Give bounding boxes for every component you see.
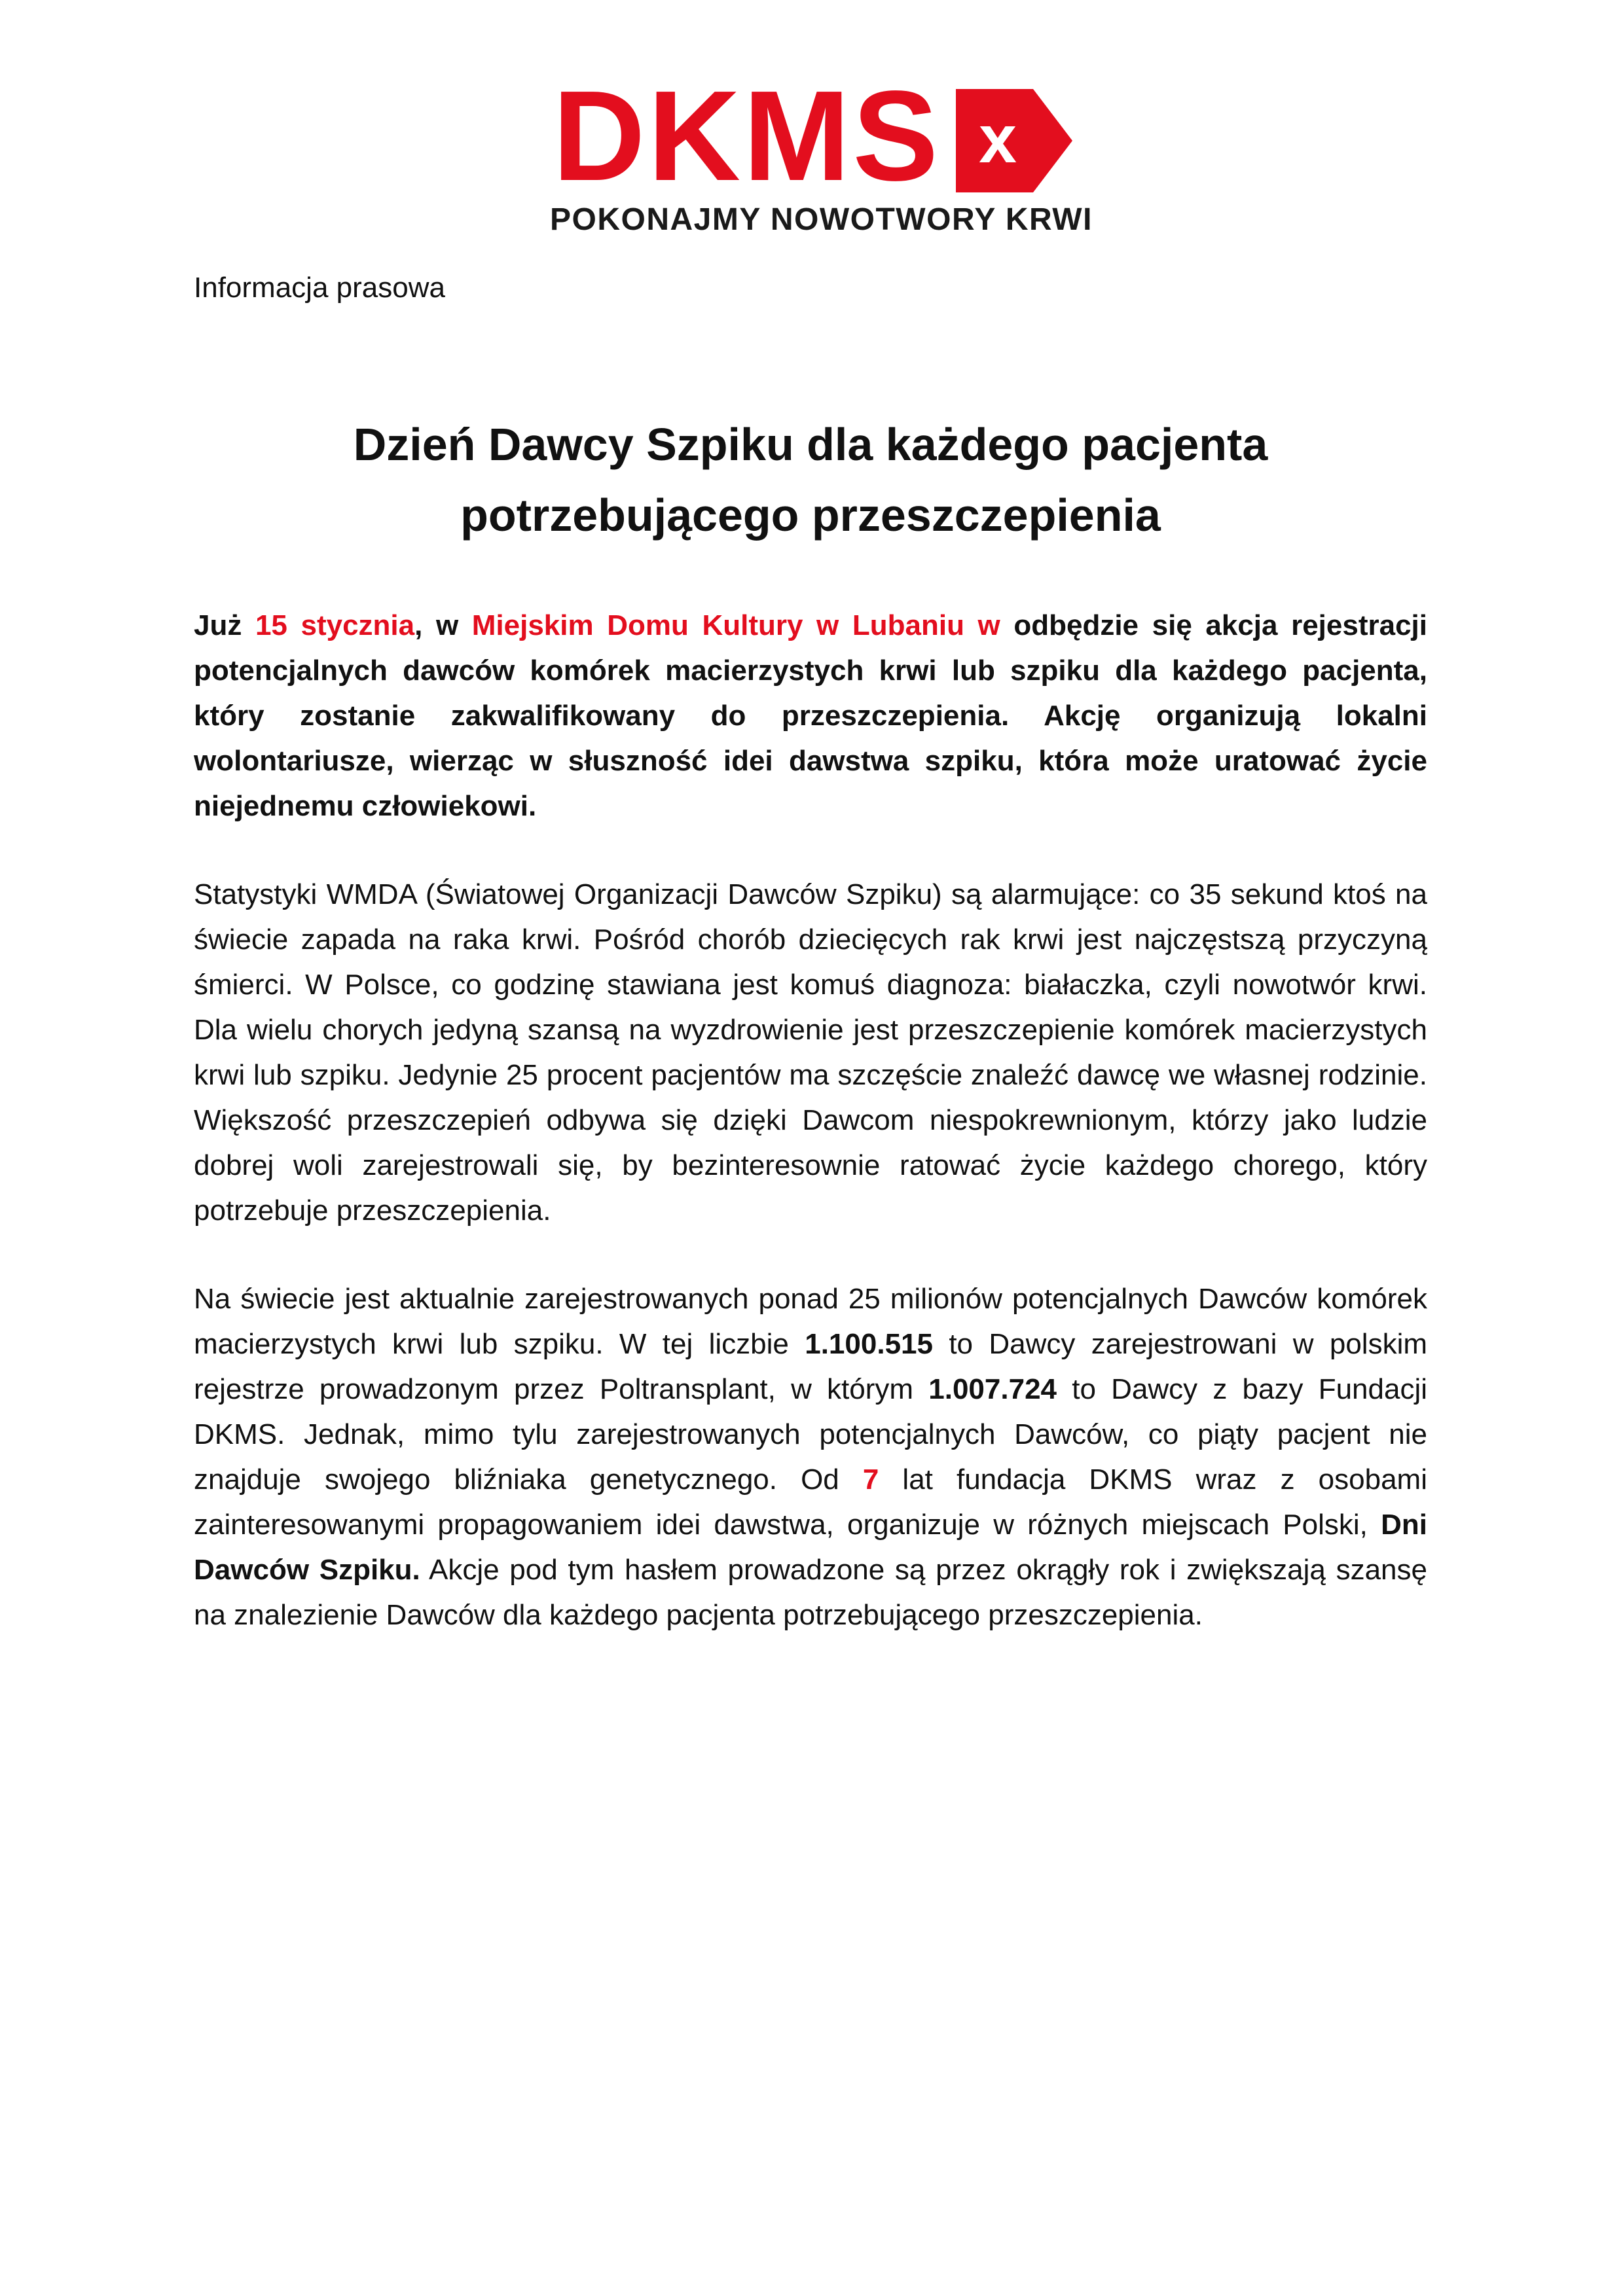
press-release [194,262,1427,1638]
title-line-1: Dzień Dawcy Szpiku dla każdego pacjenta [353,419,1268,470]
lead-paragraph [194,603,1427,829]
lead-text-2: , w [414,609,472,641]
title-line-2: potrzebującego przeszczepienia [460,490,1161,541]
logo-tagline: POKONAJMY NOWOTWORY KRWI [550,202,1093,237]
event-place: Miejskim Domu Kultury w Lubaniu w [471,609,1000,641]
logo-mark [543,64,1080,207]
registry-text-2: to Dawcy zarejestrowani w polskim rejestrze prowadzonym przez Poltransplant, w którym [194,1328,1427,1405]
lead-text-3: odbędzie się akcja rejestracji potencjalnych dawców komórek macierzystych krwi lub szpiku dla każdego pacjenta, który zostanie zakwalifikowany do przeszczepienia. Akcję organizują lokalni wolontariusze, wierząc w słuszność idei dawstwa szpiku, która może uratować życie niejednemu człowiekowi. [194,609,1427,822]
lead-text-1: Już [194,609,255,641]
polish-registry-count: 1.100.515 [805,1328,933,1360]
event-date: 15 stycznia [255,609,415,641]
registry-text-5: Akcje pod tym hasłem prowadzone są przez okrągły rok i zwiększają szansę na znalezienie Dawców dla każdego pacjenta potrzebującego przeszczepienia. [194,1554,1427,1631]
event-name: Dni Dawców Szpiku. [194,1509,1427,1586]
dkms-logo [543,64,1093,241]
press-release-title [194,409,1427,550]
dkms-donor-count: 1.007.724 [928,1373,1057,1405]
logo-wordmark: DKMS [553,64,941,207]
registry-text-1: Na świecie jest aktualnie zarejestrowanych ponad 25 milionów potencjalnych Dawców komórek macierzystych krwi lub szpiku. W tej liczbie [194,1283,1427,1360]
registry-paragraph [194,1276,1427,1638]
registry-text-3: to Dawcy z bazy Fundacji DKMS. Jednak, mimo tylu zarejestrowanych potencjalnych Dawców, co piąty pacjent nie znajduje swojego bliźniaka genetycznego. Od [194,1373,1428,1496]
registry-text-4: lat fundacja DKMS wraz z osobami zainteresowanymi propagowaniem idei dawstwa, organizuje w różnych miejscach Polski, [194,1463,1427,1541]
document-type-label: Informacja prasowa [194,272,445,304]
years-count: 7 [862,1463,879,1496]
statistics-paragraph: Statystyki WMDA (Światowej Organizacji Dawców Szpiku) są alarmujące: co 35 sekund ktoś na świecie zapada na raka krwi. Pośród chorób dziecięcych rak krwi jest najczęstszą przyczyną śmierci. W Polsce, co godzinę stawiana jest komuś diagnoza: białaczka, czyli nowotwór krwi. Dla wielu chorych jedyną szansą na wyzdrowienie jest przeszczepienie komórek macierzystych krwi lub szpiku. Jedynie 25 procent pacjentów ma szczęście znaleźć dawcę we własnej rodzinie. Większość przeszczepień odbywa się dzięki Dawcom niespokrewnionym, którzy jako ludzie dobrej woli zarejestrowali się, by bezinteresownie ratować życie każdego chorego, który potrzebuje przeszczepienia. [194,878,1427,1227]
logo-badge-icon [956,89,1072,192]
logo-badge-glyph: x [979,101,1017,177]
